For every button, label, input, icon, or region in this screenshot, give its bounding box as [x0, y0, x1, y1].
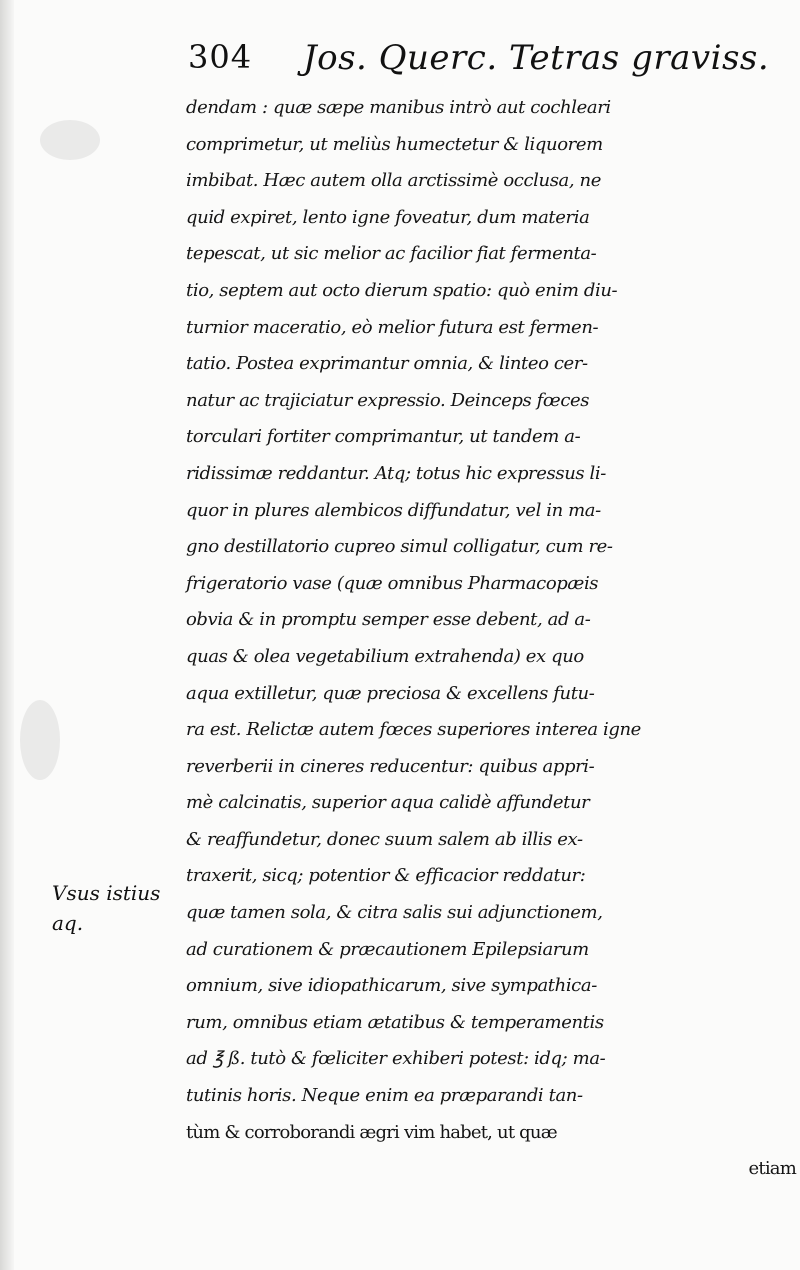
text-line: frigeratorio vase (quæ omnibus Pharmacopæis: [186, 572, 599, 594]
text-line: ad curationem & præcautionem Epilepsiarum: [186, 938, 589, 960]
text-line: tio, septem aut octo dierum spatio: quò enim diu-: [186, 279, 618, 301]
text-line: dendam : quæ sæpe manibus intrò aut cochleari: [186, 97, 611, 118]
text-line: ra est. Relictæ autem fœces superiores interea igne: [186, 719, 641, 741]
running-head: Jos. Querc. Tetras graviss.: [303, 38, 770, 78]
text-line: omnium, sive idiopathicarum, sive sympathica-: [186, 975, 597, 997]
body-text: [186, 90, 796, 1200]
margin-note-line: Vsus istius: [52, 881, 161, 905]
margin-note-line: aq.: [52, 911, 84, 935]
text-line: quor in plures alembicos diffundatur, vel in ma-: [186, 499, 601, 521]
text-line: obvia & in promptu semper esse debent, ad a-: [186, 609, 591, 631]
page-number: 304: [188, 38, 253, 76]
text-line: quas & olea vegetabilium extrahenda) ex quo: [186, 645, 584, 667]
text-line: & reaffundetur, donec suum salem ab illis ex-: [186, 828, 583, 850]
text-line: ridissimæ reddantur. Atq; totus hic expressus li-: [186, 462, 606, 484]
text-line: natur ac trajiciatur expressio. Deinceps fœces: [186, 389, 590, 411]
text-line: aqua extilletur, quæ preciosa & excellens futu-: [186, 682, 595, 704]
text-line: tùm & corroborandi ægri vim habet, ut quæ: [186, 1121, 557, 1143]
text-line: imbibat. Hæc autem olla arctissimè occlusa, ne: [186, 170, 601, 192]
text-line: tepescat, ut sic melior ac facilior fiat fermenta-: [186, 243, 597, 265]
text-line: reverberii in cineres reducentur: quibus appri-: [186, 755, 595, 777]
text-line: gno destillatorio cupreo simul colligatur, cum re-: [186, 536, 613, 558]
catchword: etiam: [748, 1158, 796, 1180]
text-line: rum, omnibus etiam ætatibus & temperamentis: [186, 1011, 604, 1033]
paper-smudge: [20, 700, 60, 780]
text-line: quid expiret, lento igne foveatur, dum materia: [186, 206, 590, 228]
text-line: quæ tamen sola, & citra salis sui adjunctionem,: [186, 902, 603, 924]
page-gutter-shadow: [0, 0, 14, 1270]
page-header: [188, 38, 788, 88]
text-line: torculari fortiter comprimantur, ut tandem a-: [186, 426, 581, 448]
text-line: ad ℥ ß. tutò & fœliciter exhiberi potest: idq; ma-: [186, 1048, 606, 1070]
margin-note: [52, 878, 182, 938]
paper-smudge: [40, 120, 100, 160]
text-line: tatio. Postea exprimantur omnia, & linteo cer-: [186, 353, 588, 375]
text-line: tutinis horis. Neque enim ea præparandi tan-: [186, 1085, 583, 1107]
text-line: comprimetur, ut meliùs humectetur & liquorem: [186, 133, 603, 155]
text-line: turnior maceratio, eò melior futura est fermen-: [186, 316, 599, 338]
text-line: mè calcinatis, superior aqua calidè affundetur: [186, 792, 590, 814]
text-line: traxerit, sicq; potentior & efficacior reddatur:: [186, 865, 586, 887]
